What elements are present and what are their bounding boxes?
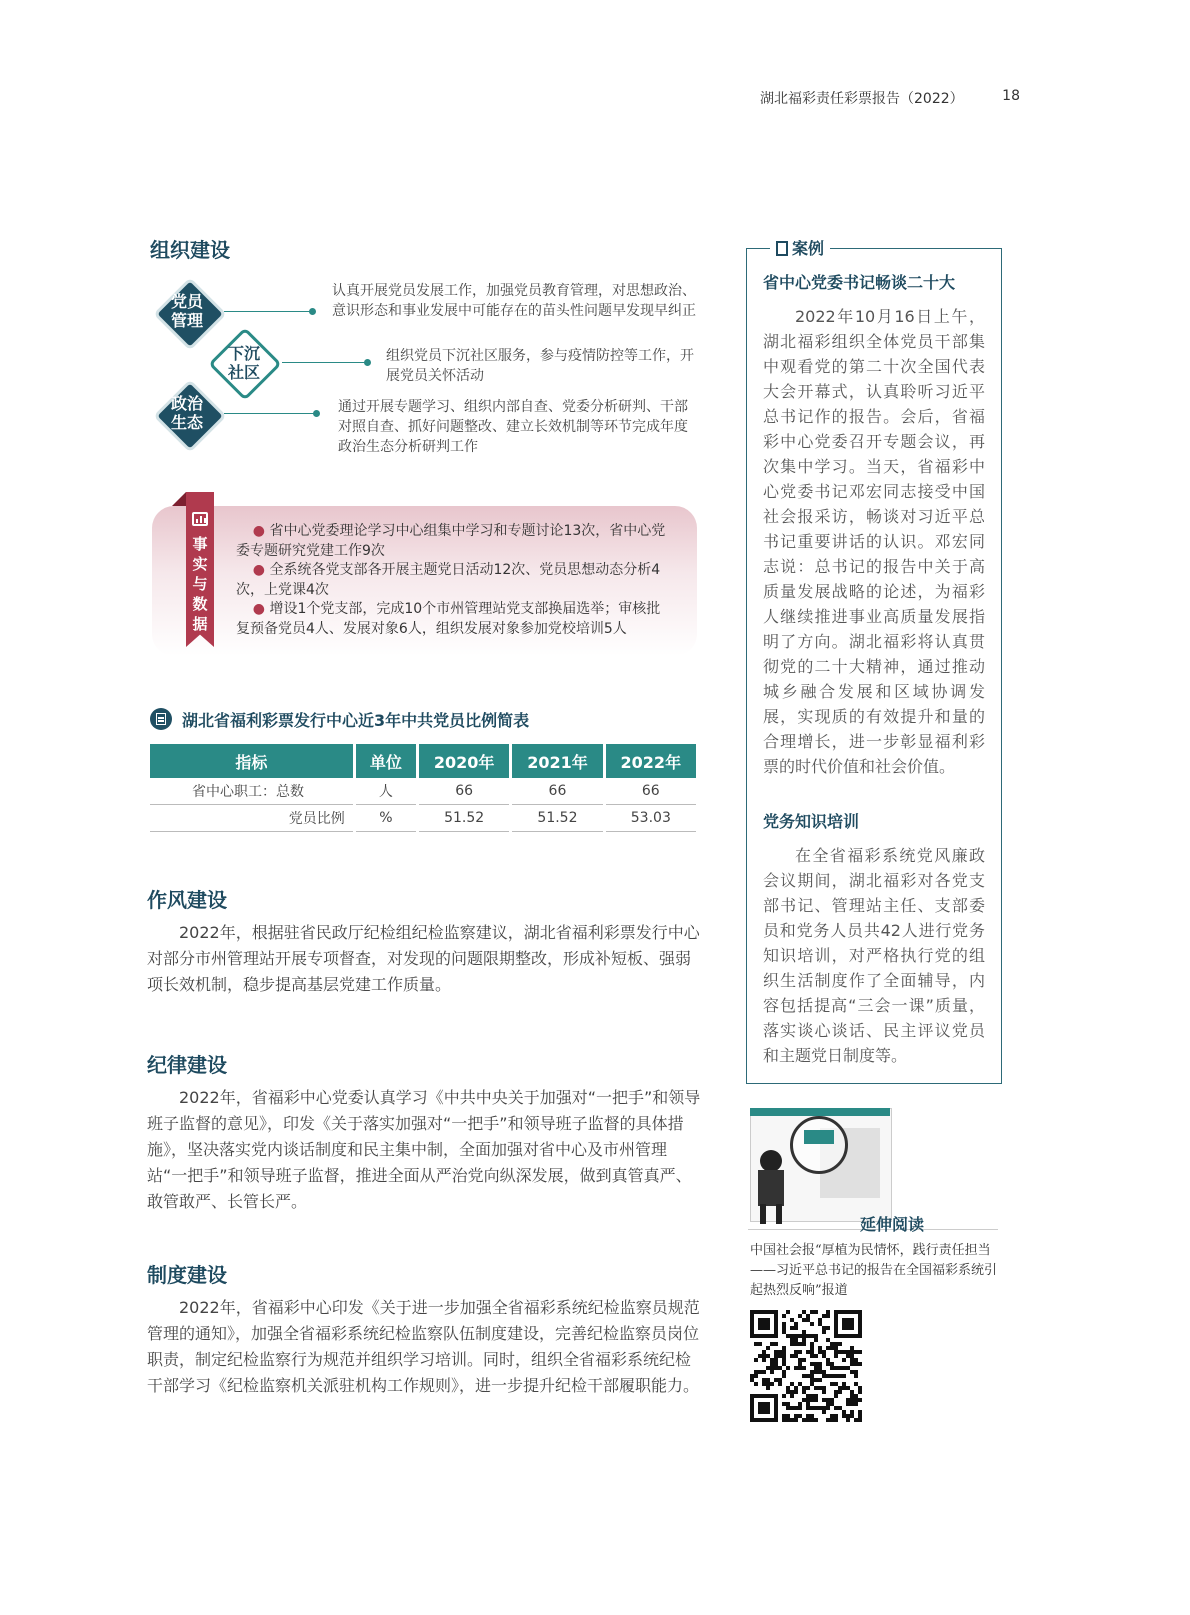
table-header: 2022年 (606, 744, 696, 778)
table-cell: 党员比例 (150, 805, 353, 832)
extended-reading-text: 中国社会报“厚植为民情怀，践行责任担当——习近平总书记的报告在全国福彩系统引起热烈反响”报道 (750, 1243, 998, 1298)
diamond-label: 管理 (170, 311, 203, 330)
style-text: 2022年，根据驻省民政厅纪检组纪检监察建议，湖北省福利彩票发行中心对部分市州管理站开展专项督查，对发现的问题限期整改，形成补短板、强弱项长效机制，稳步提高基层党建工作质量。 (147, 923, 700, 994)
style-heading: 作风建设 (147, 888, 227, 912)
case-tag-label: 案例 (792, 239, 825, 258)
table-header-row (150, 744, 696, 778)
party-ratio-table (147, 744, 699, 832)
discipline-heading: 纪律建设 (147, 1053, 227, 1077)
document-icon (776, 241, 788, 256)
system-text: 2022年，省福彩中心印发《关于进一步加强全省福彩系统纪检监察员规范管理的通知》，加强全省福彩系统纪检监察队伍制度建设，完善纪检监察员岗位职责，制定纪检监察行为规范并组织学习培训。同时，组织全省福彩系统纪检干部学习《纪检监察机关派驻机构工作规则》，进一步提升纪检干部履职能力。 (147, 1298, 700, 1395)
report-title: 湖北福彩责任彩票报告（2022） (760, 91, 964, 107)
diamond-label: 社区 (227, 363, 260, 382)
diamond-label: 生态 (170, 413, 203, 432)
table-header: 单位 (356, 744, 416, 778)
table-cell: % (356, 805, 416, 832)
diamond-label: 下沉 (227, 344, 260, 363)
reading-illustration (750, 1108, 890, 1224)
table-row (150, 805, 696, 832)
org-item-text: 认真开展党员发展工作，加强党员教育管理，对思想政治、意识形态和事业发展中可能存在的苗头性问题早发现早纠正 (332, 283, 696, 319)
page-header (760, 88, 1020, 108)
diamond-label: 党员 (170, 292, 203, 311)
list-item: ● 增设1个党支部，完成10个市州管理站党支部换届选举；审核批复预备党员4人、发展对象6人，组织发展对象参加党校培训5人 (236, 601, 661, 637)
table-title: 湖北省福利彩票发行中心近3年中共党员比例简表 (182, 711, 530, 730)
list-item: ● 全系统各党支部各开展主题党日活动12次、党员思想动态分析4次，上党课4次 (236, 562, 661, 598)
connector-line (224, 413, 316, 414)
extended-reading-label: 延伸阅读 (860, 1215, 925, 1234)
connector-line (282, 362, 367, 363)
table-row (150, 778, 696, 805)
qr-code[interactable] (750, 1310, 862, 1422)
list-item: ● 省中心党委理论学习中心组集中学习和专题讨论13次，省中心党委专题研究党建工作9次 (236, 523, 666, 559)
page-number: 18 (1002, 88, 1020, 104)
connector-dot (364, 359, 371, 366)
diamond-political-ecology (152, 378, 222, 448)
chart-icon (192, 512, 208, 526)
org-item-text: 通过开展专题学习、组织内部自查、党委分析研判、干部对照自查、抓好问题整改、建立长效机制等环节完成年度政治生态分析研判工作 (338, 399, 688, 455)
table-cell: 66 (512, 778, 602, 805)
table-cell: 51.52 (512, 805, 602, 832)
org-item-text: 组织党员下沉社区服务，参与疫情防控等工作，开展党员关怀活动 (386, 348, 694, 384)
table-cell: 53.03 (606, 805, 696, 832)
table-header: 2020年 (419, 744, 509, 778)
case-text-1: 2022年10月16日上午，湖北福彩组织全体党员干部集中观看党的第二十次全国代表大会开幕式，认真聆听习近平总书记作的报告。会后，省福彩中心党委召开专题会议，再次集中学习。当天，省福彩中心党委书记邓宏同志接受中国社会报采访，畅谈对习近平总书记重要讲话的认识。邓宏同志说：总书记的报告中关于高质量发展战略的论述，为福彩人继续推进事业高质量发展指明了方向。湖北福彩将认真贯彻党的二十大精神，通过推动城乡融合发展和区域协调发展，实现质的有效提升和量的合理增长，进一步彰显福利彩票的时代价值和社会价值。 (763, 307, 985, 776)
table-icon (150, 708, 172, 730)
table-cell: 66 (606, 778, 696, 805)
org-heading: 组织建设 (150, 238, 230, 262)
case-text-2: 在全省福彩系统党风廉政会议期间，湖北福彩对各党支部书记、管理站主任、支部委员和党务人员共42人进行党务知识培训，对严格执行党的组织生活制度作了全面辅导，内容包括提高“三会一课”质量，落实谈心谈话、民主评议党员和主题党日制度等。 (763, 846, 985, 1065)
case-title-2: 党务知识培训 (763, 812, 860, 831)
system-heading: 制度建设 (147, 1263, 227, 1287)
fact-text: 省中心党委理论学习中心组集中学习和专题讨论13次，省中心党委专题研究党建工作9次 (236, 523, 666, 559)
discipline-text: 2022年，省福彩中心党委认真学习《中共中央关于加强对“一把手”和领导班子监督的意见》，印发《关于落实加强对“一把手”和领导班子监督的具体措施》，坚决落实党内谈话制度和民主集中制，全面加强对省中心及市州管理站“一把手”和领导班子监督，推进全面从严治党向纵深发展，做到真管真严、敢管敢严、长管长严。 (147, 1088, 701, 1211)
table-cell: 省中心职工：总数 (150, 778, 353, 805)
connector-line (224, 311, 312, 312)
case-tag (770, 236, 830, 259)
facts-label: 事实与数据 (192, 535, 208, 633)
facts-list (236, 522, 666, 639)
ribbon-fold (172, 492, 186, 506)
table-cell: 51.52 (419, 805, 509, 832)
table-cell: 66 (419, 778, 509, 805)
fact-text: 全系统各党支部各开展主题党日活动12次、党员思想动态分析4次，上党课4次 (236, 562, 661, 598)
table-header: 指标 (150, 744, 353, 778)
table-header: 2021年 (512, 744, 602, 778)
table-cell: 人 (356, 778, 416, 805)
fact-text: 增设1个党支部，完成10个市州管理站党支部换届选举；审核批复预备党员4人、发展对象6人，组织发展对象参加党校培训5人 (236, 601, 661, 637)
case-title-1: 省中心党委书记畅谈二十大 (763, 273, 956, 292)
diamond-label: 政治 (170, 394, 203, 413)
connector-dot (309, 308, 316, 315)
connector-dot (313, 410, 320, 417)
